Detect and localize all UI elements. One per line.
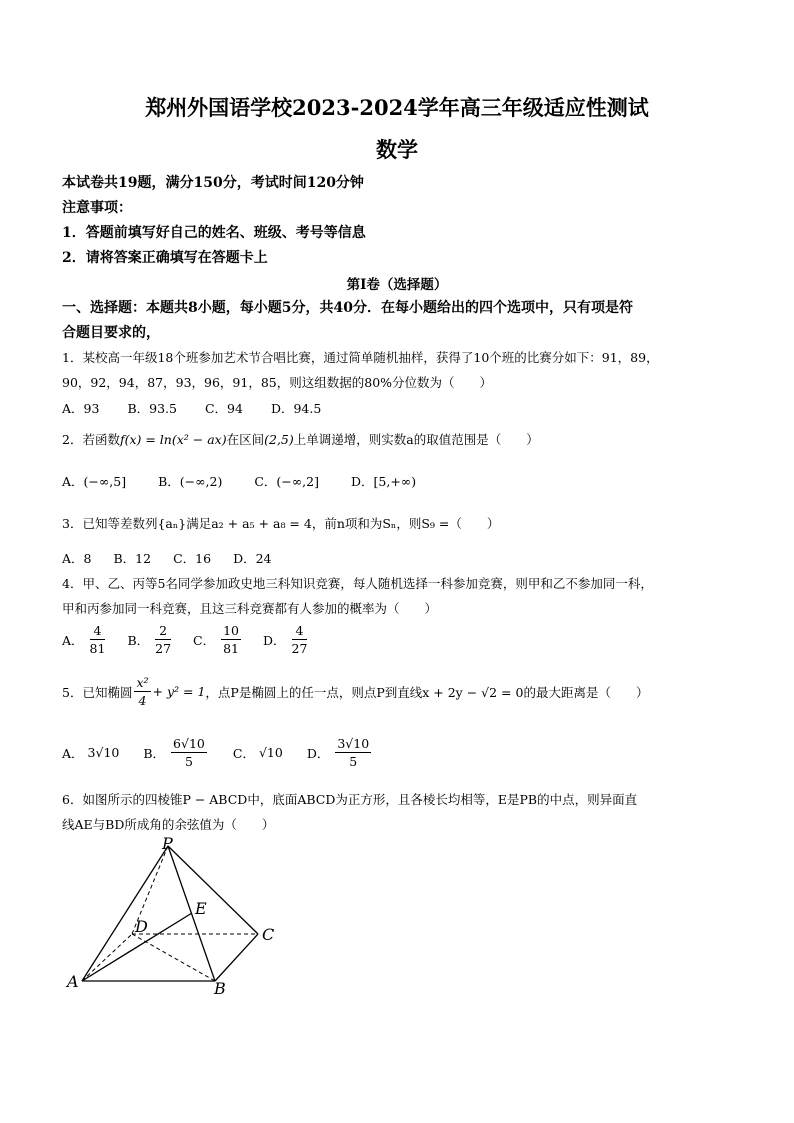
q5-ellipse-rest: + y² = 1 <box>152 684 206 699</box>
q4-options <box>62 622 309 657</box>
part1-title: 第Ⅰ卷（选择题） <box>346 277 448 293</box>
exam-title: 郑州外国语学校2023-2024学年高三年级适应性测试 <box>145 95 649 120</box>
q5-ellipse-fraction: $\frac{\text{x²}}{4}$ <box>136 675 149 708</box>
q2-option-d: D．[5,+∞) <box>351 474 417 489</box>
label-D: D <box>135 917 148 936</box>
edge-PC <box>168 846 258 934</box>
q3-option-b: B．12 <box>113 551 152 566</box>
q4-option-a: A． $\frac{4}{81}$ <box>62 623 106 656</box>
q4-option-c: C． $\frac{10}{81}$ <box>193 623 240 656</box>
q1-option-b: B．93.5 <box>127 401 177 416</box>
q3-option-d: D．24 <box>233 551 272 566</box>
section-heading-line2: 合题目要求的， <box>62 325 160 341</box>
section-heading-line1: 一、选择题：本题共8小题，每小题5分，共40分．在每小题给出的四个选项中，只有项是符 <box>62 300 633 316</box>
q2-stem <box>62 430 539 448</box>
q2-function: f(x) = ln(x² − ax) <box>119 432 227 447</box>
q2-prefix: 2．若函数 <box>62 432 120 447</box>
exam-info: 本试卷共19题，满分150分，考试时间120分钟 <box>62 175 364 191</box>
pyramid-figure <box>60 835 300 1000</box>
q3-option-c: C．16 <box>173 551 212 566</box>
q5-suffix: ，点P是椭圆上的任一点，则点P到直线x + 2y − √2 = 0的最大距离是（ ） <box>205 684 649 700</box>
q3-option-a: A．8 <box>62 551 92 566</box>
label-P: P <box>162 835 173 853</box>
q2-suffix: 上单调递增，则实数a的取值范围是（ ） <box>293 432 539 447</box>
note-2: 2．请将答案正确填写在答题卡上 <box>62 250 268 266</box>
edge-BC <box>215 934 258 981</box>
q4-line2: 甲和丙参加同一科竞赛，且这三科竞赛都有人参加的概率为（ ） <box>62 601 438 616</box>
subject-title: 数学 <box>376 137 418 162</box>
q2-option-b: B．(−∞,2) <box>158 474 223 489</box>
q1-line2: 90，92，94，87，93，96，91，85，则这组数据的80%分位数为（ ） <box>62 375 493 390</box>
q6-line1: 6．如图所示的四棱锥P − ABCD中，底面ABCD为正方形，且各棱长均相等，E是PB的中点，则异面直 <box>62 792 638 807</box>
q5-option-a: A． 3√10 <box>62 745 120 761</box>
q1-option-c: C．94 <box>204 401 243 416</box>
segment-BD <box>132 934 215 981</box>
q1-options <box>62 399 321 417</box>
note-1: 1．答题前填写好自己的姓名、班级、考号等信息 <box>62 225 366 241</box>
q1-option-a: A．93 <box>62 401 100 416</box>
q5-option-b: B． $\frac{6√10}{5}$ <box>143 736 205 769</box>
q3-stem: 3．已知等差数列{aₙ}满足a₂ + a₅ + a₈ = 4，前n项和为Sₙ，则S₉ =（ ） <box>62 516 500 531</box>
q4-option-b: B． $\frac{2}{27}$ <box>127 623 172 656</box>
notes-title: 注意事项： <box>62 200 132 216</box>
edge-PA <box>82 846 168 981</box>
q5-option-d: D． $\frac{3√10}{5}$ <box>306 736 370 769</box>
q2-mid: 在区间 <box>226 432 265 447</box>
q2-option-a: A．(−∞,5] <box>62 474 127 489</box>
label-B: B <box>214 979 226 998</box>
q5-option-c: C． √10 <box>232 745 283 761</box>
q4-option-d: D． $\frac{4}{27}$ <box>263 623 308 656</box>
q2-option-c: C．(−∞,2] <box>254 474 319 489</box>
label-C: C <box>262 925 275 944</box>
q3-options <box>62 549 272 567</box>
q4-line1: 4．甲、乙、丙等5名同学参加政史地三科知识竞赛，每人随机选择一科参加竞赛，则甲和乙不参加同一科， <box>62 576 653 591</box>
label-A: A <box>67 972 79 991</box>
q2-interval: (2,5) <box>264 432 294 447</box>
q5-prefix: 5．已知椭圆 <box>62 684 133 700</box>
q6-line2: 线AE与BD所成角的余弦值为（ ） <box>62 817 275 832</box>
q1-line1: 1．某校高一年级18个班参加艺术节合唱比赛，通过简单随机抽样，获得了10个班的比赛分如下：91，89， <box>62 350 659 365</box>
q5-stem <box>62 674 648 709</box>
q2-options <box>62 472 416 490</box>
label-E: E <box>195 899 207 918</box>
q5-options <box>62 735 373 770</box>
q1-option-d: D．94.5 <box>270 401 322 416</box>
